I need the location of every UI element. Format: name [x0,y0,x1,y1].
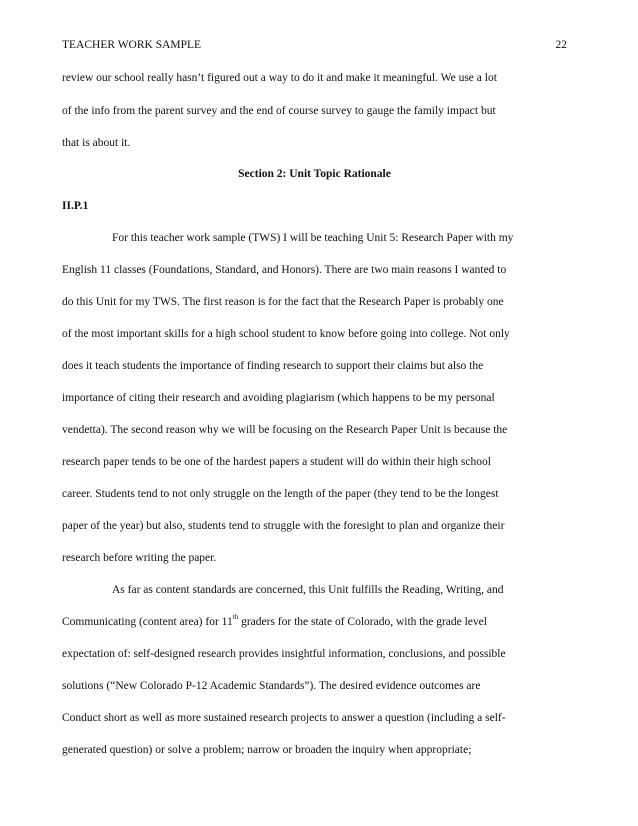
body-text: graders for the state of Colorado, with the grade level [238,616,487,628]
superscript: th [232,613,239,622]
body-line: As far as content standards are concerned, this Unit fulfills the Reading, Writing, and [112,584,504,596]
body-line: review our school really hasn’t figured out a way to do it and make it meaningful. We use a lot [62,72,497,84]
section-heading: Section 2: Unit Topic Rationale [238,168,391,180]
body-line: For this teacher work sample (TWS) I will be teaching Unit 5: Research Paper with my [112,232,514,244]
body-line: importance of citing their research and avoiding plagiarism (which happens to be my personal [62,392,495,404]
body-line: research before writing the paper. [62,552,217,564]
subheading: II.P.1 [62,200,89,212]
body-text: Communicating (content area) for 11 [62,616,233,628]
running-head: TEACHER WORK SAMPLE [62,39,202,51]
body-line: expectation of: self-designed research provides insightful information, conclusions, and possible [62,648,506,660]
page-header [62,37,567,53]
body-line: does it teach students the importance of finding research to support their claims but also the [62,360,484,372]
body-line: of the info from the parent survey and the end of course survey to gauge the family impact but [62,105,496,117]
body-line: Conduct short as well as more sustained research projects to answer a question (including a self- [62,712,506,724]
body-line: solutions (“New Colorado P-12 Academic Standards”). The desired evidence outcomes are [62,680,481,692]
body-line [62,613,567,631]
body-line: English 11 classes (Foundations, Standard, and Honors). There are two main reasons I wanted to [62,264,507,276]
page-number: 22 [555,39,567,51]
body-line: career. Students tend to not only struggle on the length of the paper (they tend to be the longest [62,488,499,500]
body-line: do this Unit for my TWS. The first reason is for the fact that the Research Paper is probably one [62,296,504,308]
body-line: paper of the year) but also, students tend to struggle with the foresight to plan and organize their [62,520,505,532]
body-line: generated question) or solve a problem; narrow or broaden the inquiry when appropriate; [62,744,472,756]
body-line: research paper tends to be one of the hardest papers a student will do within their high school [62,456,491,468]
body-line: that is about it. [62,137,131,149]
body-line: vendetta). The second reason why we will be focusing on the Research Paper Unit is because the [62,424,508,436]
body-line: of the most important skills for a high school student to know before going into college. Not only [62,328,510,340]
